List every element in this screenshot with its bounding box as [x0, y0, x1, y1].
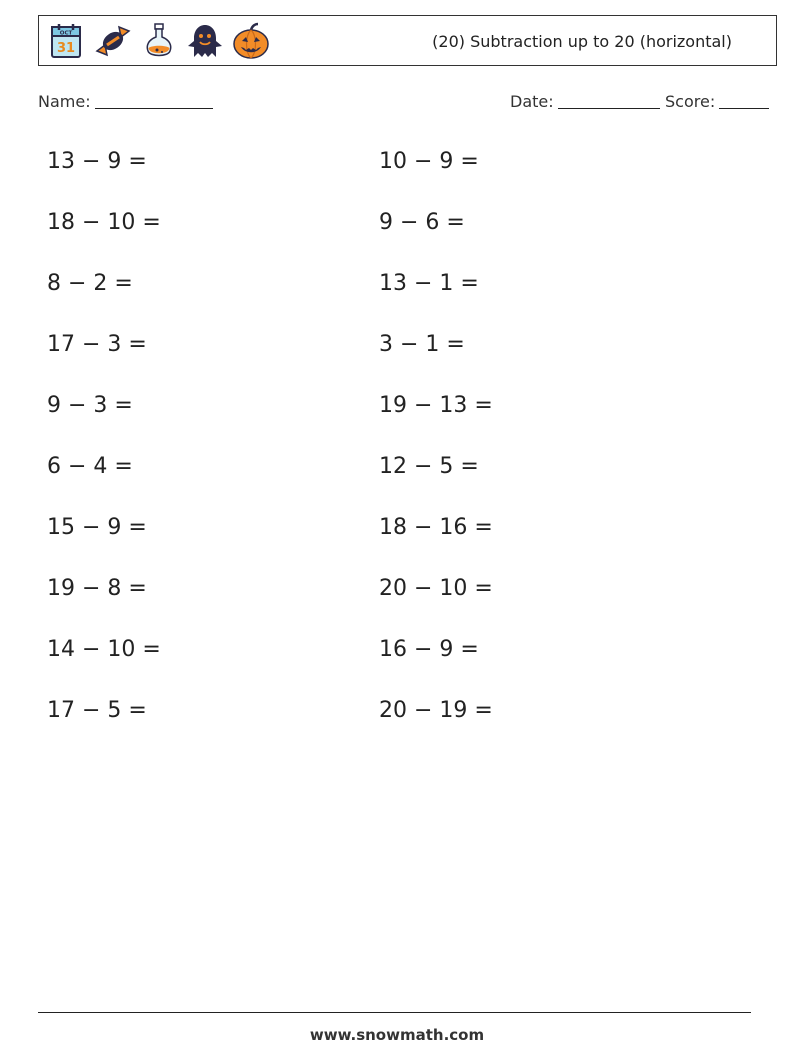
- problem-left-9: 14 − 10 =: [47, 637, 161, 662]
- problem-left-7: 15 − 9 =: [47, 515, 147, 540]
- footer-url: www.snowmath.com: [309, 1026, 485, 1044]
- problem-right-10: 20 − 19 =: [379, 698, 493, 723]
- problem-left-5: 9 − 3 =: [47, 393, 133, 418]
- calendar-icon: [47, 21, 87, 61]
- calendar-month: OCT: [59, 30, 73, 37]
- problem-right-9: 16 − 9 =: [379, 637, 479, 662]
- problem-left-6: 6 − 4 =: [47, 454, 133, 479]
- pumpkin-icon: [231, 21, 271, 61]
- ghost-icon: [185, 21, 225, 61]
- problem-right-1: 10 − 9 =: [379, 149, 479, 174]
- problem-left-2: 18 − 10 =: [47, 210, 161, 235]
- candy-icon: [93, 21, 133, 61]
- date-field: [510, 92, 660, 111]
- problem-left-10: 17 − 5 =: [47, 698, 147, 723]
- name-blank-line[interactable]: [95, 92, 213, 109]
- date-blank-line[interactable]: [558, 92, 660, 109]
- calendar-day: 31: [56, 41, 76, 56]
- worksheet-header: [38, 15, 777, 66]
- problem-right-5: 19 − 13 =: [379, 393, 493, 418]
- footer-divider: [38, 1012, 751, 1013]
- problem-right-8: 20 − 10 =: [379, 576, 493, 601]
- problem-right-2: 9 − 6 =: [379, 210, 465, 235]
- problem-left-1: 13 − 9 =: [47, 149, 147, 174]
- problem-right-7: 18 − 16 =: [379, 515, 493, 540]
- score-field: [665, 92, 769, 111]
- potion-flask-icon: [139, 21, 179, 61]
- problem-right-4: 3 − 1 =: [379, 332, 465, 357]
- worksheet-title: (20) Subtraction up to 20 (horizontal): [432, 32, 732, 51]
- name-field: [38, 92, 213, 111]
- score-blank-line[interactable]: [719, 92, 769, 109]
- problem-left-8: 19 − 8 =: [47, 576, 147, 601]
- score-label: Score:: [665, 92, 716, 111]
- problem-right-3: 13 − 1 =: [379, 271, 479, 296]
- header-icons: [47, 20, 271, 62]
- problem-left-4: 17 − 3 =: [47, 332, 147, 357]
- problem-right-6: 12 − 5 =: [379, 454, 479, 479]
- name-label: Name:: [38, 92, 91, 111]
- date-label: Date:: [510, 92, 554, 111]
- problem-left-3: 8 − 2 =: [47, 271, 133, 296]
